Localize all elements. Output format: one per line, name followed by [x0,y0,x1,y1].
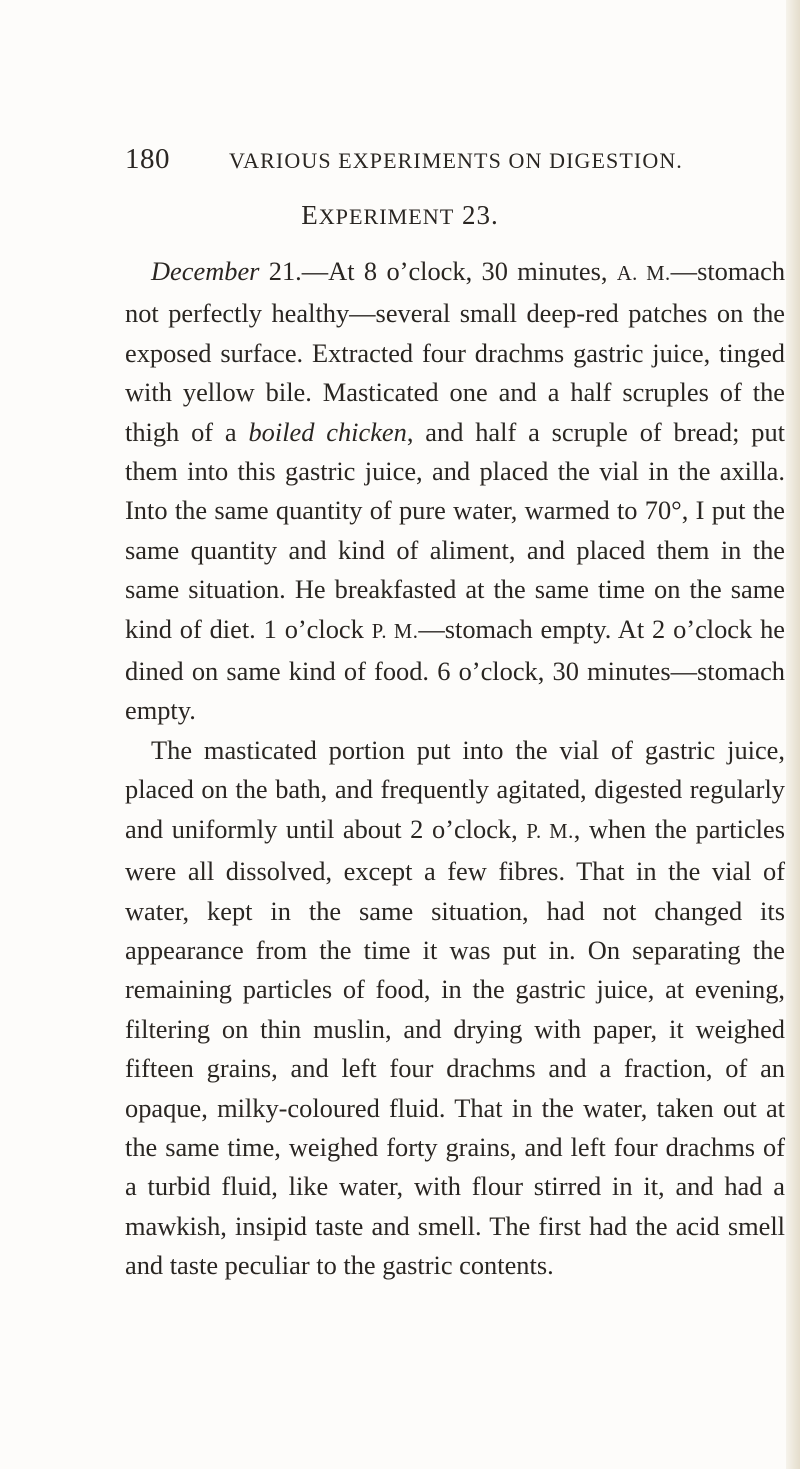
text-run: , when the particles were all dissolved, except a few fibres. That in the vial of water, kept in the same situation, had not changed its appearance from the time it was put in. On separating the remaining particles of food, in the gastric juice, at evening, filtering on thin muslin, and drying with paper, it weighed fifteen grains, and left four drachms and a fraction, of an opaque, milky-coloured fluid. That in the water, taken out at the same time, weighed forty grains, and left four drachms of a turbid fluid, like water, with flour stirred in it, and had a mawkish, insipid taste and smell. The first had the acid smell and taste peculiar to the gastric contents. [125,813,786,1281]
experiment-title [0,200,800,231]
page-header [125,143,785,179]
text-run: 21.—At 8 o’clock, 30 minutes, [259,256,617,286]
title-initial: E [301,200,319,230]
page-number: 180 [125,143,170,175]
body-text [125,252,785,1286]
text-run: —stomach empty. At 2 o’clock he dined on same kind of food. 6 o’clock, 30 minutes—stomach empty. [125,613,785,726]
date-italic: December [151,256,260,286]
food-italic: boiled chicken [248,416,407,447]
text-run: , and half a scruple of bread; put them into this gastric juice, and placed the vial in the axilla. Into the same quantity of pure water, warmed to 70°, I put the same quantity and kind of aliment, and placed them in the same situation. He breakfasted at the same time on the same kind of diet. 1 o’clock [125,416,786,644]
text-run: —stomach not perfectly healthy—several small deep-red patches on the exposed surface. Extracted four drachms gastric juice, tinged with yellow bile. Masticated one and a half scruples of the thigh of a [125,256,786,447]
paragraph-1 [125,252,785,731]
text-run: The masticated portion put into the vial of gastric juice, placed on the bath, and frequently agitated, digested regularly and uniformly until about 2 o’clock, [125,734,785,844]
pm-marker: P. M. [526,820,574,843]
running-head: VARIOUS EXPERIMENTS ON DIGESTION. [229,148,683,173]
title-rest: XPERIMENT [318,204,455,229]
pm-marker: P. M. [371,620,419,643]
paragraph-2 [125,731,785,1286]
am-marker: A. M. [616,263,671,285]
title-number: 23. [462,200,499,230]
